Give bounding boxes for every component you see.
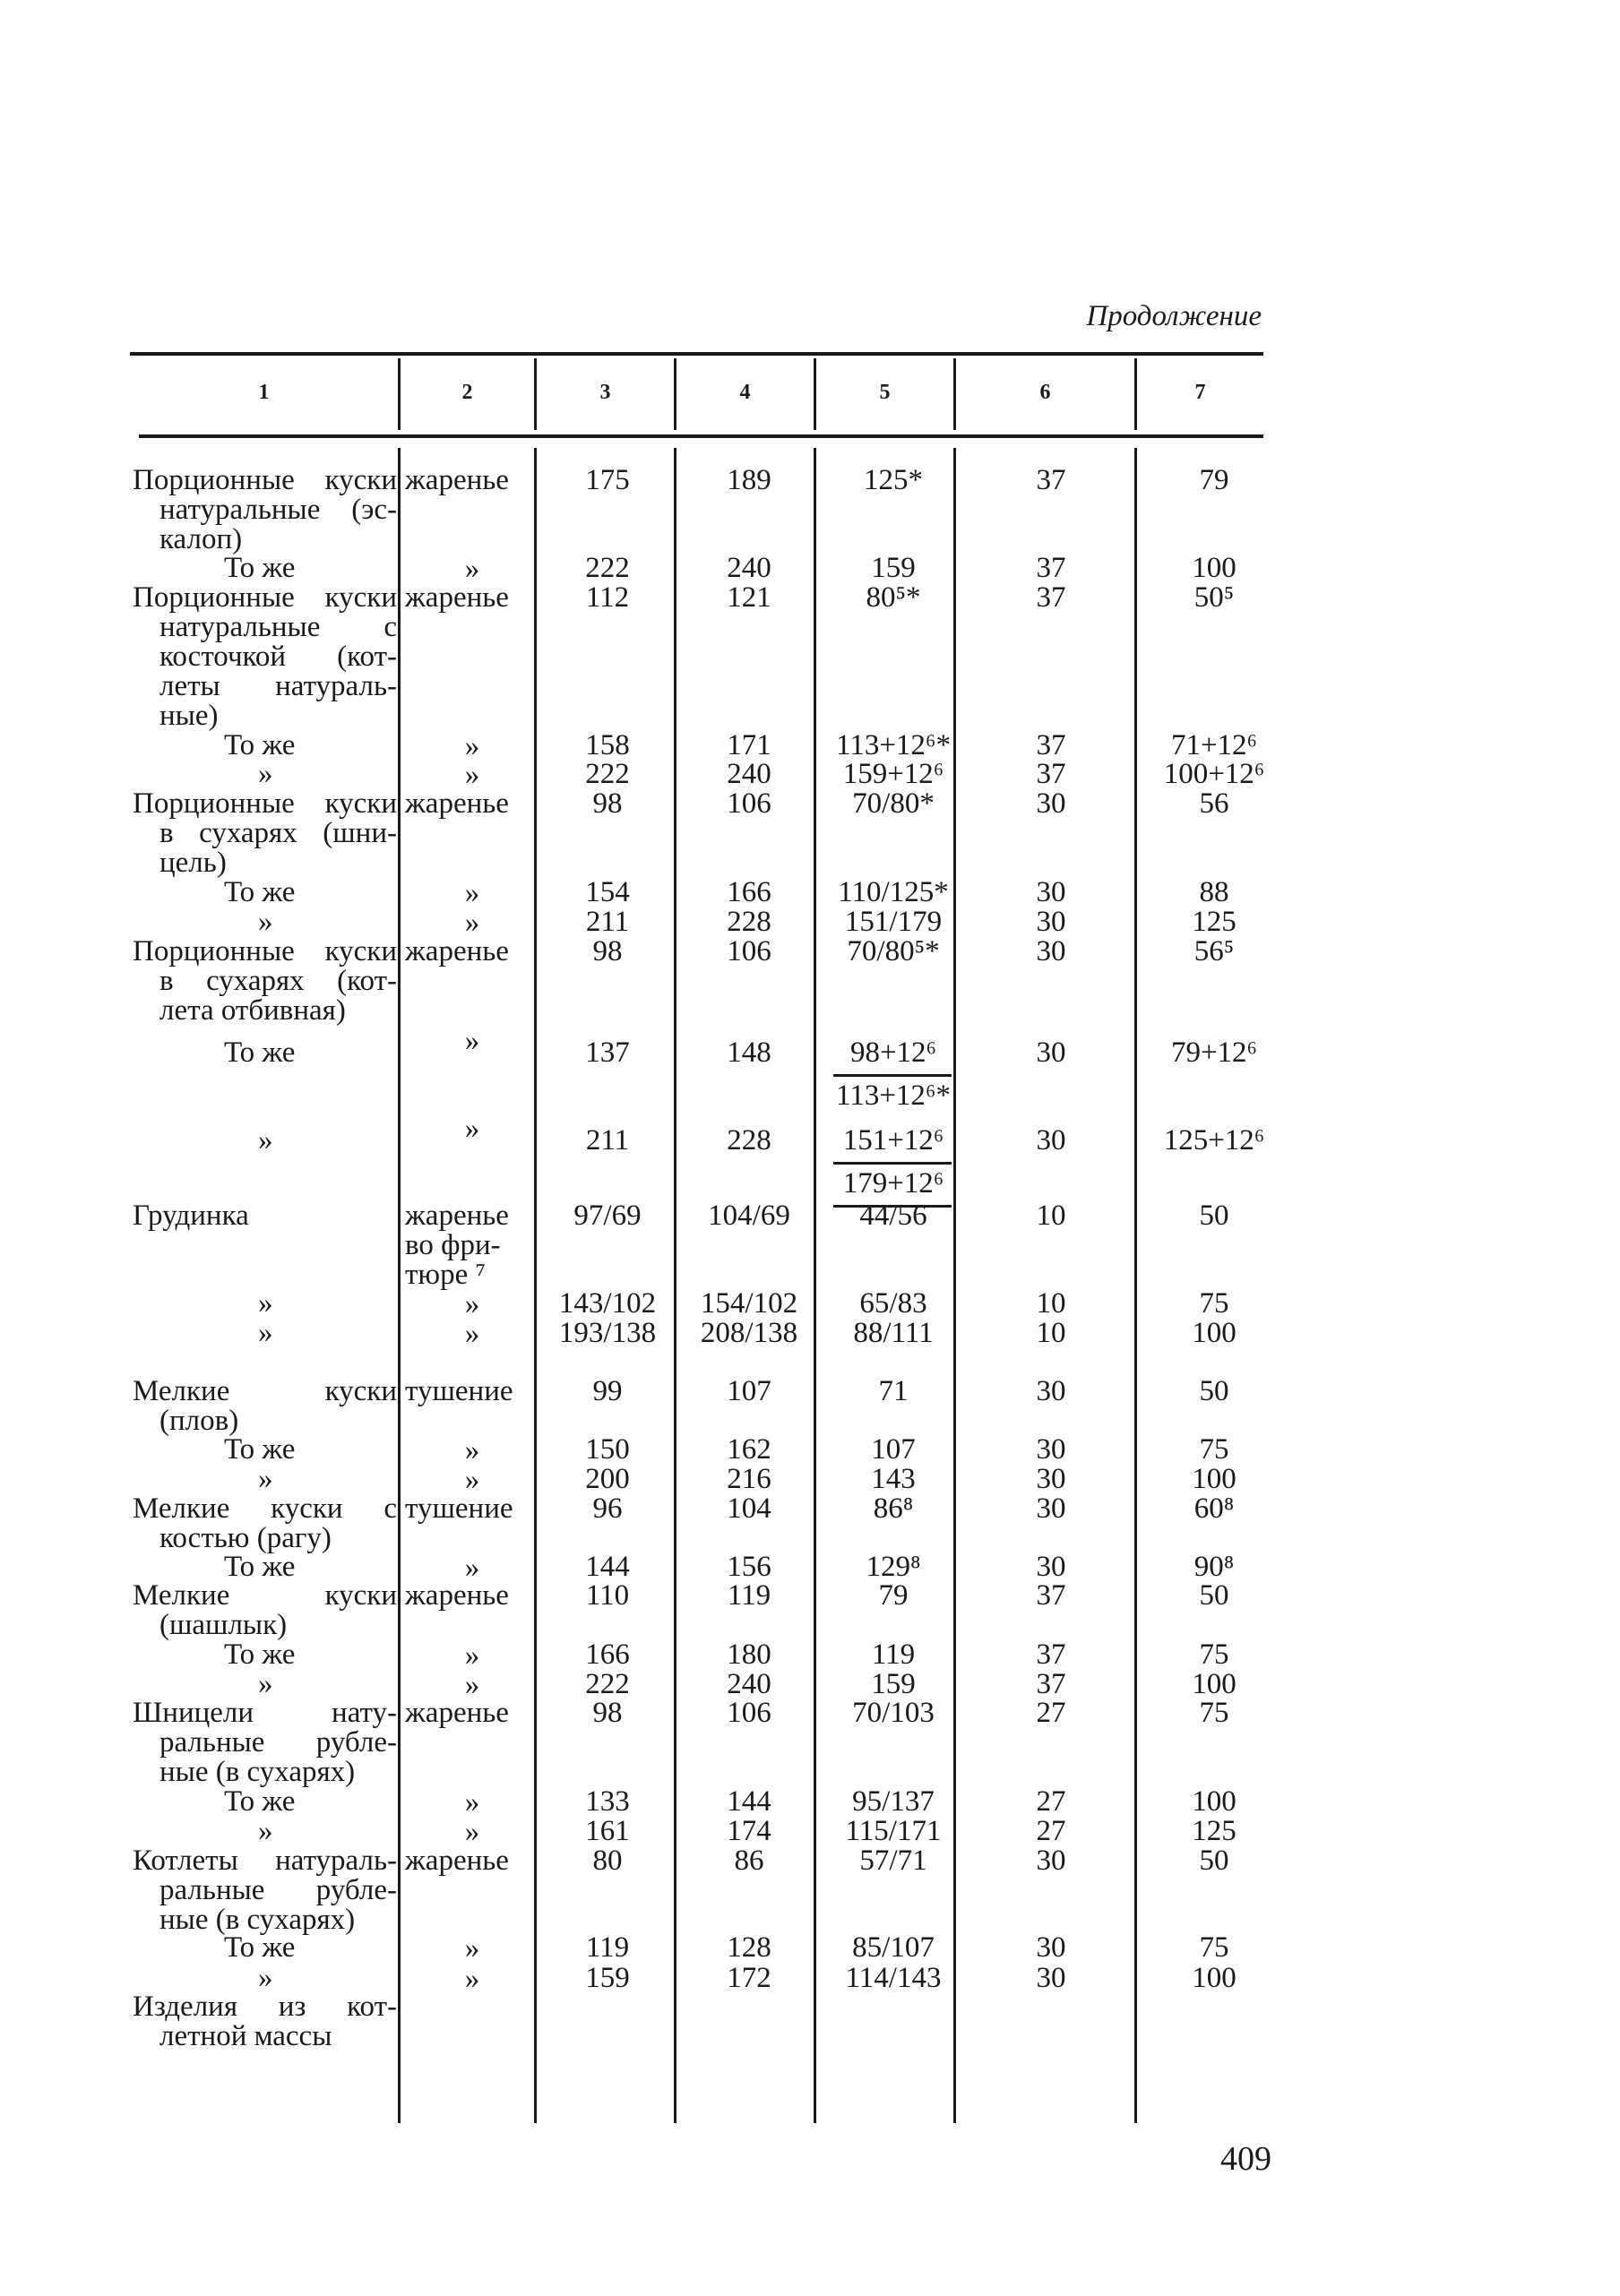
dish-name-line: Котлеты натураль- xyxy=(133,1845,397,1877)
loss-percent-cell: 30 xyxy=(1036,1463,1066,1495)
dish-name-cell xyxy=(133,760,397,789)
dish-name-cell xyxy=(133,1640,397,1670)
portion-weight-cell: 60⁸ xyxy=(1193,1492,1235,1525)
gross-weight-cell: 154 xyxy=(585,876,630,908)
dish-name-cell xyxy=(133,1435,397,1465)
gross-weight-cell: 166 xyxy=(585,1638,630,1671)
gross-weight-cell: 98 xyxy=(592,935,623,967)
dish-name-line: » xyxy=(258,1962,273,1994)
loss-percent-cell: 30 xyxy=(1036,1375,1066,1407)
dish-name-cell xyxy=(133,1670,397,1699)
continuation-label: Продолжение xyxy=(1086,300,1262,332)
net-weight-cell: 143 xyxy=(871,1463,916,1495)
net-weight-cell: 65/83 xyxy=(859,1287,927,1320)
cooking-method-cell: » xyxy=(464,1639,480,1672)
portion-weight-cell: 50 xyxy=(1199,1579,1229,1612)
dish-name-cell xyxy=(133,1992,397,2051)
column-divider xyxy=(674,448,676,2123)
column-header: 3 xyxy=(599,381,611,404)
dish-name-cell xyxy=(133,1581,397,1640)
dish-name-line: Грудинка xyxy=(133,1200,249,1232)
gross-weight-cell: 144 xyxy=(727,1785,771,1818)
gross-weight-cell: 161 xyxy=(585,1815,630,1847)
loss-percent-cell: 30 xyxy=(1036,1962,1066,1994)
net-weight-cell: 57/71 xyxy=(859,1845,927,1877)
cooking-method-cell: жаренье xyxy=(405,1697,509,1729)
portion-weight-cell: 90⁸ xyxy=(1193,1551,1235,1583)
cooking-method-cell: » xyxy=(464,1932,480,1965)
portion-weight-cell: 100 xyxy=(1192,1463,1237,1495)
cooking-method-cell: » xyxy=(464,553,480,585)
portion-weight-cell: 100+12⁶ xyxy=(1163,758,1265,790)
page-number: 409 xyxy=(1220,2140,1271,2178)
dish-name-cell xyxy=(133,1377,397,1436)
loss-percent-cell: 30 xyxy=(1036,787,1066,820)
dish-name-cell xyxy=(133,1698,397,1787)
portion-weight-cell: 125 xyxy=(1192,1815,1237,1847)
dish-name-line: Порционные куски xyxy=(133,935,397,967)
portion-weight-cell: 50 xyxy=(1199,1375,1229,1407)
net-weight-cell: 70/80⁵* xyxy=(847,935,940,967)
table-header-rule xyxy=(139,434,1263,438)
cooking-method-cell: » xyxy=(464,1669,480,1701)
column-header: 7 xyxy=(1194,381,1206,404)
gross-weight-cell: 97/69 xyxy=(573,1200,642,1232)
gross-weight-cell: 99 xyxy=(592,1375,623,1407)
cooking-method-cell: жаренье xyxy=(405,581,509,614)
loss-percent-cell: 10 xyxy=(1036,1287,1066,1320)
portion-weight-cell: 75 xyxy=(1199,1931,1229,1964)
net-weight-cell: 119 xyxy=(871,1638,916,1671)
dish-name-cell xyxy=(133,1933,397,1963)
net-weight-cell: 98+12⁶ xyxy=(849,1036,937,1069)
dish-name-line: » xyxy=(258,1668,273,1700)
gross-weight-cell: 110 xyxy=(585,1579,630,1612)
gross-weight-cell: 106 xyxy=(727,1697,771,1729)
net-weight-cell: 159+12⁶ xyxy=(842,758,944,790)
dish-name-cell xyxy=(133,1552,397,1582)
cooking-method-cell: жаренье во фри-тюре ⁷ xyxy=(405,1200,509,1291)
loss-percent-cell: 30 xyxy=(1036,1845,1066,1877)
net-weight-cell: 85/107 xyxy=(852,1931,935,1964)
loss-percent-cell: 37 xyxy=(1036,1579,1066,1612)
dish-name-line: То же xyxy=(224,876,296,908)
cooking-method-cell: » xyxy=(464,907,480,939)
dish-name-line: Порционные куски xyxy=(133,787,397,820)
dish-name-line: Мелкие куски с xyxy=(133,1492,397,1525)
gross-weight-cell: 208/138 xyxy=(700,1317,798,1349)
dish-name-line: косточкой (кот- xyxy=(159,641,397,673)
portion-weight-cell: 56⁵ xyxy=(1193,935,1235,967)
net-weight-cell: 70/80* xyxy=(852,787,935,820)
dish-name-line: в сухарях (шни- xyxy=(159,817,397,849)
gross-weight-cell: 143/102 xyxy=(558,1287,657,1320)
loss-percent-cell: 30 xyxy=(1036,1931,1066,1964)
dish-name-line: натуральные (эс- xyxy=(159,494,397,526)
gross-weight-cell: 175 xyxy=(585,464,630,496)
loss-percent-cell: 37 xyxy=(1036,758,1066,790)
loss-percent-cell: 10 xyxy=(1036,1317,1066,1349)
loss-percent-cell: 27 xyxy=(1036,1785,1066,1818)
gross-weight-cell: 193/138 xyxy=(558,1317,657,1349)
net-weight-cell: 129⁸ xyxy=(866,1551,921,1583)
gross-weight-cell: 158 xyxy=(585,729,630,761)
dish-name-line: ральные рубле- xyxy=(159,1874,397,1906)
loss-percent-cell: 10 xyxy=(1036,1200,1066,1232)
dish-name-cell xyxy=(133,937,397,1026)
dish-name-line: Порционные куски xyxy=(133,464,397,496)
portion-weight-cell: 56 xyxy=(1199,787,1229,820)
dish-name-cell xyxy=(133,1494,397,1553)
dish-name-line: » xyxy=(258,906,273,938)
portion-weight-cell: 79+12⁶ xyxy=(1170,1036,1258,1069)
gross-weight-cell: 211 xyxy=(585,1124,630,1157)
table-top-rule xyxy=(130,352,1263,356)
dish-name-line: » xyxy=(258,1463,273,1495)
dish-name-cell xyxy=(133,1787,397,1817)
net-weight-cell: 107 xyxy=(871,1433,916,1466)
dish-name-line: » xyxy=(258,1815,273,1847)
gross-weight-cell: 104 xyxy=(727,1492,771,1525)
dish-name-line: То же xyxy=(224,1931,296,1964)
loss-percent-cell: 27 xyxy=(1036,1815,1066,1847)
portion-weight-cell: 75 xyxy=(1199,1287,1229,1320)
cooking-method-cell: » xyxy=(464,877,480,909)
cooking-method-cell: жаренье xyxy=(405,1579,509,1612)
gross-weight-cell: 240 xyxy=(727,552,771,584)
dish-name-cell xyxy=(133,789,397,878)
gross-weight-cell: 121 xyxy=(727,581,771,614)
gross-weight-cell: 216 xyxy=(727,1463,771,1495)
column-header: 2 xyxy=(461,381,473,404)
dish-name-cell xyxy=(133,907,397,937)
cooking-method-cell: » xyxy=(464,1113,480,1145)
dish-name-cell xyxy=(133,583,397,731)
dish-name-line: ральные рубле- xyxy=(159,1726,397,1759)
dish-name-line: » xyxy=(258,1287,273,1320)
dish-name-cell xyxy=(133,1289,397,1319)
gross-weight-cell: 112 xyxy=(585,581,630,614)
dish-name-line: То же xyxy=(224,1036,296,1069)
net-weight-cell: 79 xyxy=(878,1579,909,1612)
loss-percent-cell: 30 xyxy=(1036,1492,1066,1525)
dish-name-line: Шницели нату- xyxy=(133,1697,397,1729)
cooking-method-cell: » xyxy=(464,730,480,762)
loss-percent-cell: 37 xyxy=(1036,1638,1066,1671)
cooking-method-cell: » xyxy=(464,1464,480,1496)
gross-weight-cell: 222 xyxy=(585,552,630,584)
gross-weight-cell: 156 xyxy=(727,1551,771,1583)
cooking-method-cell: » xyxy=(464,1816,480,1848)
loss-percent-cell: 37 xyxy=(1036,1668,1066,1700)
loss-percent-cell: 30 xyxy=(1036,906,1066,938)
gross-weight-cell: 222 xyxy=(585,758,630,790)
gross-weight-cell: 159 xyxy=(585,1962,630,1994)
gross-weight-cell: 211 xyxy=(585,906,630,938)
fraction-line xyxy=(833,1162,952,1165)
portion-weight-cell: 100 xyxy=(1192,1668,1237,1700)
column-header: 5 xyxy=(879,381,891,404)
cooking-method-cell: » xyxy=(464,1552,480,1584)
net-weight-cell: 88/111 xyxy=(853,1317,934,1349)
gross-weight-cell: 154/102 xyxy=(700,1287,798,1320)
cooking-method-cell: жаренье xyxy=(405,1845,509,1877)
cooking-method-cell: » xyxy=(464,1434,480,1466)
portion-weight-cell: 100 xyxy=(1192,1785,1237,1818)
dish-name-line: Порционные куски xyxy=(133,581,397,614)
net-weight-cell: 95/137 xyxy=(852,1785,935,1818)
dish-name-line: (шашлык) xyxy=(159,1609,288,1641)
cooking-method-cell: жаренье xyxy=(405,787,509,820)
portion-weight-cell: 75 xyxy=(1199,1433,1229,1466)
net-weight-cell: 86⁸ xyxy=(873,1492,914,1525)
net-weight-cell: 110/125* xyxy=(838,876,949,908)
gross-weight-cell: 222 xyxy=(585,1668,630,1700)
net-weight-denominator-cell: 179+12⁶ xyxy=(842,1167,944,1200)
net-weight-cell: 114/143 xyxy=(845,1962,942,1994)
loss-percent-cell: 30 xyxy=(1036,1036,1066,1069)
cooking-method-cell: » xyxy=(464,1786,480,1819)
gross-weight-cell: 180 xyxy=(727,1638,771,1671)
portion-weight-cell: 125+12⁶ xyxy=(1163,1124,1265,1157)
dish-name-cell xyxy=(133,1846,397,1935)
dish-name-line: натуральные с xyxy=(159,611,397,643)
dish-name-line: То же xyxy=(224,1785,296,1818)
dish-name-line: То же xyxy=(224,552,296,584)
cooking-method-cell: » xyxy=(464,759,480,791)
dish-name-line: (плов) xyxy=(159,1405,239,1437)
dish-name-line: Мелкие куски xyxy=(133,1375,397,1407)
portion-weight-cell: 100 xyxy=(1192,1962,1237,1994)
dish-name-line: летной массы xyxy=(159,2020,332,2052)
dish-name-cell xyxy=(133,731,397,761)
dish-name-line: в сухарях (кот- xyxy=(159,965,397,997)
cooking-method-cell: » xyxy=(464,1025,480,1057)
gross-weight-cell: 80 xyxy=(592,1845,623,1877)
cooking-method-cell: жаренье xyxy=(405,935,509,967)
dish-name-cell xyxy=(133,1465,397,1494)
dish-name-line: ные (в сухарях) xyxy=(159,1756,356,1788)
gross-weight-cell: 174 xyxy=(727,1815,771,1847)
portion-weight-cell: 50⁵ xyxy=(1193,581,1235,614)
portion-weight-cell: 75 xyxy=(1199,1697,1229,1729)
gross-weight-cell: 128 xyxy=(727,1931,771,1964)
dish-name-line: ные) xyxy=(159,700,219,732)
gross-weight-cell: 228 xyxy=(727,1124,771,1157)
dish-name-cell xyxy=(133,1126,397,1156)
loss-percent-cell: 30 xyxy=(1036,1124,1066,1157)
dish-name-line: ные (в сухарях) xyxy=(159,1904,356,1936)
gross-weight-cell: 189 xyxy=(727,464,771,496)
gross-weight-cell: 171 xyxy=(727,729,771,761)
gross-weight-cell: 228 xyxy=(727,906,771,938)
dish-name-cell xyxy=(133,1817,397,1846)
net-weight-cell: 113+12⁶* xyxy=(836,729,951,761)
loss-percent-cell: 37 xyxy=(1036,464,1066,496)
dish-name-cell xyxy=(133,1964,397,1993)
gross-weight-cell: 240 xyxy=(727,1668,771,1700)
dish-name-line: То же xyxy=(224,1638,296,1671)
gross-weight-cell: 133 xyxy=(585,1785,630,1818)
loss-percent-cell: 30 xyxy=(1036,935,1066,967)
net-weight-cell: 71 xyxy=(878,1375,909,1407)
dish-name-cell xyxy=(133,554,397,583)
gross-weight-cell: 86 xyxy=(734,1845,764,1877)
cooking-method-cell: » xyxy=(464,1963,480,1995)
column-header: 4 xyxy=(739,381,751,404)
loss-percent-cell: 37 xyxy=(1036,729,1066,761)
portion-weight-cell: 71+12⁶ xyxy=(1170,729,1258,761)
dish-name-line: » xyxy=(258,1317,273,1349)
cooking-method-cell: » xyxy=(464,1318,480,1350)
gross-weight-cell: 148 xyxy=(727,1036,771,1069)
portion-weight-cell: 100 xyxy=(1192,552,1237,584)
column-header: 1 xyxy=(258,381,270,404)
net-weight-cell: 80⁵* xyxy=(866,581,921,614)
portion-weight-cell: 88 xyxy=(1199,876,1229,908)
cooking-method-cell: тушение xyxy=(405,1492,513,1525)
dish-name-line: То же xyxy=(224,729,296,761)
fraction-line xyxy=(833,1074,952,1077)
loss-percent-cell: 30 xyxy=(1036,876,1066,908)
gross-weight-cell: 172 xyxy=(727,1962,771,1994)
dish-name-line: цель) xyxy=(159,847,227,879)
net-weight-cell: 151/179 xyxy=(844,906,943,938)
cooking-method-cell: тушение xyxy=(405,1375,513,1407)
gross-weight-cell: 240 xyxy=(727,758,771,790)
dish-name-cell xyxy=(133,466,397,555)
dish-name-line: То же xyxy=(224,1551,296,1583)
loss-percent-cell: 37 xyxy=(1036,552,1066,584)
gross-weight-cell: 200 xyxy=(585,1463,630,1495)
dish-name-line: калоп) xyxy=(159,523,243,555)
dish-name-line: леты натураль- xyxy=(159,670,397,702)
net-weight-cell: 44/56 xyxy=(859,1200,927,1232)
dish-name-cell xyxy=(133,878,397,907)
net-weight-denominator-cell: 113+12⁶* xyxy=(836,1079,951,1112)
portion-weight-cell: 125 xyxy=(1192,906,1237,938)
gross-weight-cell: 104/69 xyxy=(708,1200,790,1232)
portion-weight-cell: 100 xyxy=(1192,1317,1237,1349)
gross-weight-cell: 106 xyxy=(727,787,771,820)
gross-weight-cell: 96 xyxy=(592,1492,623,1525)
cooking-method-cell: жаренье xyxy=(405,464,509,496)
loss-percent-cell: 30 xyxy=(1036,1551,1066,1583)
gross-weight-cell: 107 xyxy=(727,1375,771,1407)
portion-weight-cell: 50 xyxy=(1199,1200,1229,1232)
gross-weight-cell: 119 xyxy=(727,1579,771,1612)
gross-weight-cell: 98 xyxy=(592,787,623,820)
net-weight-cell: 151+12⁶ xyxy=(842,1124,944,1157)
gross-weight-cell: 137 xyxy=(585,1036,630,1069)
net-weight-cell: 125* xyxy=(864,464,923,496)
dish-name-line: То же xyxy=(224,1433,296,1466)
dish-name-cell xyxy=(133,1201,397,1231)
portion-weight-cell: 79 xyxy=(1199,464,1229,496)
net-weight-cell: 115/171 xyxy=(845,1815,942,1847)
dish-name-line: » xyxy=(258,758,273,790)
gross-weight-cell: 150 xyxy=(585,1433,630,1466)
cooking-method-cell: » xyxy=(464,1288,480,1320)
column-header: 6 xyxy=(1039,381,1051,404)
dish-name-line: Мелкие куски xyxy=(133,1579,397,1612)
gross-weight-cell: 162 xyxy=(727,1433,771,1466)
dish-name-line: лета отбивная) xyxy=(159,994,346,1027)
dish-name-cell xyxy=(133,1319,397,1348)
gross-weight-cell: 119 xyxy=(585,1931,630,1964)
dish-name-line: » xyxy=(258,1124,273,1157)
dish-name-line: костью (рагу) xyxy=(159,1522,332,1554)
loss-percent-cell: 37 xyxy=(1036,581,1066,614)
net-weight-cell: 159 xyxy=(871,1668,916,1700)
net-weight-cell: 159 xyxy=(871,552,916,584)
portion-weight-cell: 50 xyxy=(1199,1845,1229,1877)
gross-weight-cell: 106 xyxy=(727,935,771,967)
gross-weight-cell: 98 xyxy=(592,1697,623,1729)
gross-weight-cell: 144 xyxy=(585,1551,630,1583)
dish-name-line: Изделия из кот- xyxy=(133,1991,397,2023)
gross-weight-cell: 166 xyxy=(727,876,771,908)
portion-weight-cell: 75 xyxy=(1199,1638,1229,1671)
loss-percent-cell: 27 xyxy=(1036,1697,1066,1729)
net-weight-cell: 70/103 xyxy=(852,1697,935,1729)
dish-name-cell xyxy=(133,1038,397,1068)
column-divider xyxy=(398,448,401,2123)
loss-percent-cell: 30 xyxy=(1036,1433,1066,1466)
